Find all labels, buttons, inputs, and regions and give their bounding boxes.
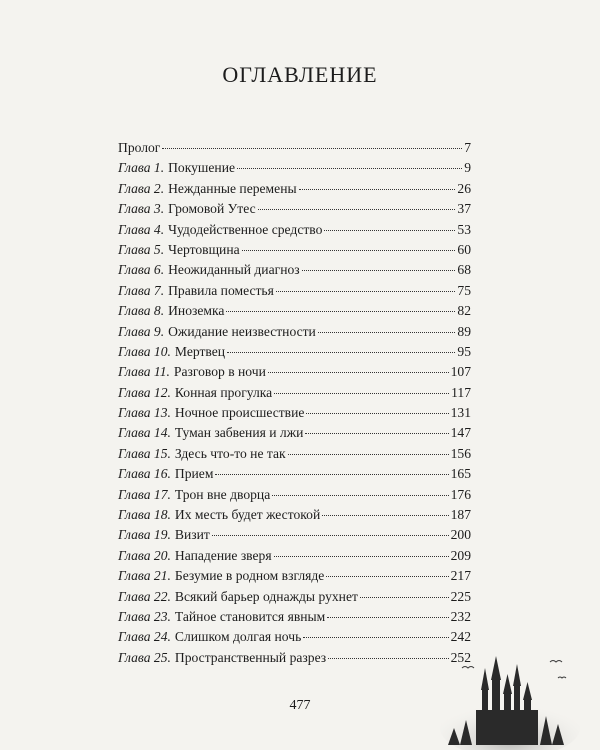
dot-leader bbox=[324, 230, 455, 231]
chapter-label: Глава 2. bbox=[118, 180, 165, 196]
toc-entry bbox=[118, 342, 471, 362]
toc-entry-page: 26 bbox=[457, 180, 471, 196]
toc-entry-title: Неожиданный диагноз bbox=[168, 262, 300, 278]
toc-entry-title: Безумие в родном взгляде bbox=[174, 568, 325, 584]
toc-entry-page: 147 bbox=[450, 425, 471, 441]
dot-leader bbox=[237, 168, 462, 169]
toc-entry-title: Иноземка bbox=[168, 303, 225, 319]
toc-entry bbox=[118, 158, 471, 178]
chapter-label: Глава 22. bbox=[118, 588, 171, 604]
chapter-label: Глава 20. bbox=[118, 547, 171, 563]
toc-entry bbox=[118, 464, 471, 484]
toc-entry-page: 89 bbox=[457, 323, 471, 339]
toc-entry-title: Пространственный разрез bbox=[174, 649, 327, 665]
toc-entry-title: Пролог bbox=[118, 140, 161, 155]
toc-entry-page: 217 bbox=[450, 568, 471, 584]
toc-entry bbox=[118, 587, 471, 607]
dot-leader bbox=[212, 535, 449, 536]
toc-entry-page: 156 bbox=[450, 445, 471, 461]
dot-leader bbox=[360, 597, 449, 598]
toc-entry bbox=[118, 648, 471, 668]
toc-entry-page: 165 bbox=[450, 466, 471, 482]
toc-entry-title: Ночное происшествие bbox=[174, 405, 305, 421]
chapter-label: Глава 3. bbox=[118, 201, 165, 217]
toc-entry-page: 37 bbox=[457, 201, 471, 217]
toc-entry-page: 53 bbox=[457, 221, 471, 237]
chapter-label: Глава 16. bbox=[118, 466, 171, 482]
chapter-label: Глава 23. bbox=[118, 608, 171, 624]
dot-leader bbox=[274, 393, 449, 394]
dot-leader bbox=[268, 372, 449, 373]
dot-leader bbox=[322, 515, 448, 516]
dot-leader bbox=[242, 250, 456, 251]
toc-entry bbox=[118, 607, 471, 627]
toc-entry bbox=[118, 546, 471, 566]
toc-entry bbox=[118, 485, 471, 505]
toc-entry-title: Покушение bbox=[168, 160, 236, 176]
toc-entry bbox=[118, 627, 471, 647]
dot-leader bbox=[326, 576, 448, 577]
toc-entry bbox=[118, 260, 471, 280]
dot-leader bbox=[276, 291, 456, 292]
toc-entry-title: Слишком долгая ночь bbox=[174, 629, 302, 645]
dot-leader bbox=[327, 617, 448, 618]
toc-entry-page: 60 bbox=[457, 241, 471, 257]
dot-leader bbox=[302, 270, 456, 271]
chapter-label: Глава 19. bbox=[118, 527, 171, 543]
toc-entry-title: Мертвец bbox=[174, 343, 226, 359]
toc-entry-title: Чудодейственное средство bbox=[168, 221, 323, 237]
dot-leader bbox=[274, 556, 449, 557]
toc-entry-page: 200 bbox=[450, 527, 471, 543]
chapter-label: Глава 15. bbox=[118, 445, 171, 461]
toc-entry-page: 187 bbox=[450, 507, 471, 523]
chapter-label: Глава 1. bbox=[118, 160, 165, 176]
toc-entry-title: Чертовщина bbox=[168, 241, 240, 257]
dot-leader bbox=[303, 637, 448, 638]
chapter-label: Глава 5. bbox=[118, 241, 165, 257]
toc-entry bbox=[118, 281, 471, 301]
chapter-label: Глава 21. bbox=[118, 568, 171, 584]
dot-leader bbox=[162, 148, 462, 149]
dot-leader bbox=[288, 454, 449, 455]
chapter-label: Глава 25. bbox=[118, 649, 171, 665]
toc-entry-title: Разговор в ночи bbox=[173, 364, 266, 380]
toc-entry-title: Нападение зверя bbox=[174, 547, 272, 563]
dot-leader bbox=[226, 311, 455, 312]
chapter-label: Глава 24. bbox=[118, 629, 171, 645]
dot-leader bbox=[258, 209, 456, 210]
toc-entry bbox=[118, 566, 471, 586]
toc-entry bbox=[118, 383, 471, 403]
toc-entry-page: 7 bbox=[464, 140, 471, 155]
toc-entry-page: 252 bbox=[450, 649, 471, 665]
dot-leader bbox=[328, 658, 448, 659]
toc-entry-page: 209 bbox=[450, 547, 471, 563]
toc-entry-title: Правила поместья bbox=[168, 282, 274, 298]
chapter-label: Глава 6. bbox=[118, 262, 165, 278]
toc-entry-page: 176 bbox=[450, 486, 471, 502]
dot-leader bbox=[318, 332, 456, 333]
toc-entry bbox=[118, 505, 471, 525]
toc-entry-title: Ожидание неизвестности bbox=[168, 323, 316, 339]
toc-entry bbox=[118, 362, 471, 382]
toc-entry-title: Туман забвения и лжи bbox=[174, 425, 304, 441]
chapter-label: Глава 18. bbox=[118, 507, 171, 523]
toc-entry bbox=[118, 322, 471, 342]
toc-entry-title: Нежданные перемены bbox=[168, 180, 297, 196]
toc-entry-title: Визит bbox=[174, 527, 210, 543]
toc-entry-page: 75 bbox=[457, 282, 471, 298]
dot-leader bbox=[299, 189, 456, 190]
chapter-label: Глава 7. bbox=[118, 282, 165, 298]
toc-entry-page: 68 bbox=[457, 262, 471, 278]
chapter-label: Глава 14. bbox=[118, 425, 171, 441]
table-of-contents bbox=[118, 138, 471, 668]
toc-entry bbox=[118, 525, 471, 545]
toc-entry-prologue bbox=[118, 138, 471, 158]
toc-entry bbox=[118, 444, 471, 464]
dot-leader bbox=[305, 433, 448, 434]
toc-entry-title: Громовой Утес bbox=[168, 201, 256, 217]
toc-entry bbox=[118, 179, 471, 199]
chapter-label: Глава 4. bbox=[118, 221, 165, 237]
toc-entry-title: Тайное становится явным bbox=[174, 608, 326, 624]
toc-entry-page: 225 bbox=[450, 588, 471, 604]
toc-entry-page: 117 bbox=[451, 384, 471, 400]
toc-entry bbox=[118, 403, 471, 423]
toc-entry-title: Прием bbox=[174, 466, 214, 482]
toc-entry-title: Их месть будет жестокой bbox=[174, 507, 321, 523]
toc-entry-page: 95 bbox=[457, 343, 471, 359]
chapter-label: Глава 11. bbox=[118, 364, 170, 380]
chapter-label: Глава 12. bbox=[118, 384, 171, 400]
toc-entry-page: 82 bbox=[457, 303, 471, 319]
toc-entry-page: 232 bbox=[450, 608, 471, 624]
toc-entry bbox=[118, 423, 471, 443]
chapter-label: Глава 10. bbox=[118, 343, 171, 359]
dot-leader bbox=[306, 413, 448, 414]
toc-entry-page: 107 bbox=[450, 364, 471, 380]
chapter-label: Глава 17. bbox=[118, 486, 171, 502]
toc-entry bbox=[118, 199, 471, 219]
chapter-label: Глава 13. bbox=[118, 405, 171, 421]
dot-leader bbox=[272, 495, 448, 496]
toc-entry bbox=[118, 301, 471, 321]
toc-entry-page: 9 bbox=[464, 160, 471, 176]
toc-entry bbox=[118, 240, 471, 260]
toc-entry-page: 131 bbox=[450, 405, 471, 421]
toc-entry-title: Здесь что-то не так bbox=[174, 445, 286, 461]
chapter-label: Глава 9. bbox=[118, 323, 165, 339]
page-title: ОГЛАВЛЕНИЕ bbox=[222, 62, 378, 87]
page-number: 477 bbox=[289, 698, 311, 713]
toc-entry-title: Трон вне дворца bbox=[174, 486, 271, 502]
dot-leader bbox=[227, 352, 455, 353]
toc-entry bbox=[118, 220, 471, 240]
toc-entry-title: Конная прогулка bbox=[174, 384, 273, 400]
toc-entry-page: 242 bbox=[450, 629, 471, 645]
dot-leader bbox=[215, 474, 448, 475]
chapter-label: Глава 8. bbox=[118, 303, 165, 319]
castle-illustration bbox=[440, 650, 580, 750]
toc-entry-title: Всякий барьер однажды рухнет bbox=[174, 588, 358, 604]
